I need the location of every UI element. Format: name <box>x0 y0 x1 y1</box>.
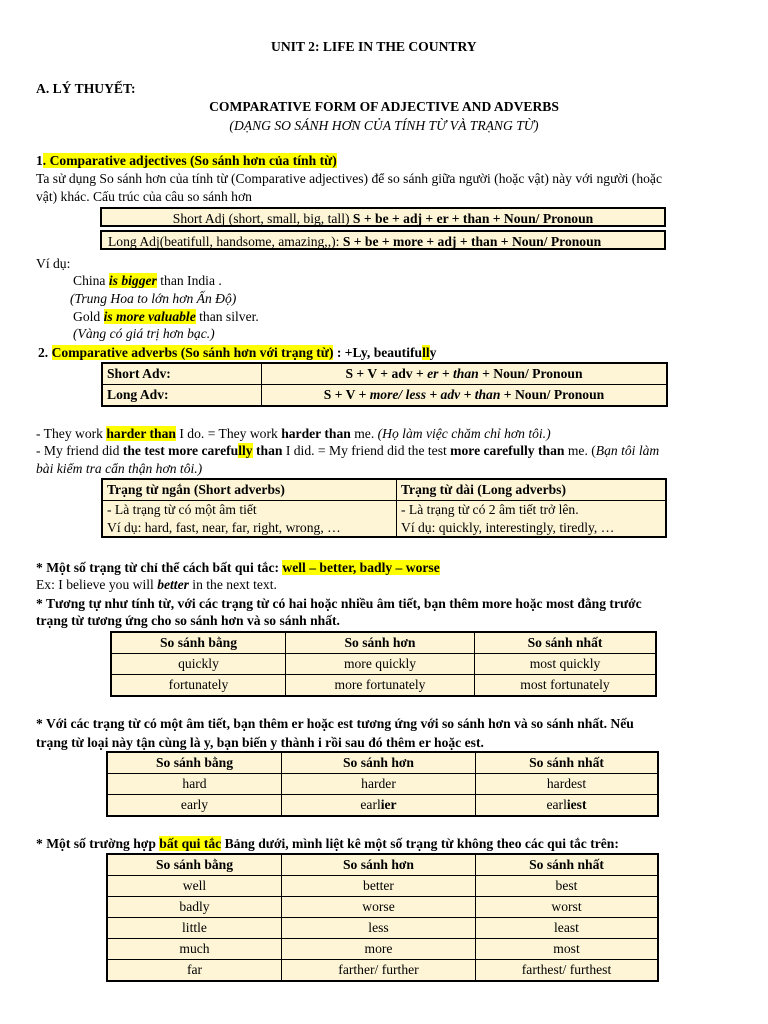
adverb-types-row-example <box>102 519 666 538</box>
irregular-adverbs-example <box>36 576 277 594</box>
adverb-example-1-d: me. <box>350 426 378 441</box>
table-cell: most quickly <box>475 654 657 675</box>
table-cell: worst <box>476 897 659 918</box>
adverb-example-2-b: the test more carefu <box>122 443 239 458</box>
long-adverb-formula-b: more/ less + adv + than <box>369 387 501 403</box>
example-label: Ví dụ: <box>36 256 71 271</box>
irregular-cases-highlight: bất qui tắc <box>159 836 222 851</box>
table-cell: most fortunately <box>475 675 657 697</box>
irregular-adverbs-example-b: better <box>157 577 189 592</box>
irregular-cases-note <box>36 835 619 853</box>
section-2-suffix: : +Ly, beautifu <box>333 345 423 360</box>
cell-stem: earl <box>546 797 567 813</box>
adverb-example-2-d: I did. = My friend did the test <box>282 443 451 458</box>
one-syllable-note-line2: trạng từ loại này tận cùng là y, bạn biến y thành i rồi sau đó thêm er hoặc est. <box>36 735 484 750</box>
section-1-title: . Comparative adjectives (So sánh hơn của tính từ) <box>42 153 337 168</box>
header-superlative: So sánh nhất <box>476 854 659 876</box>
table-cell: early <box>107 795 282 817</box>
long-adverb-formula <box>262 385 668 407</box>
example-1-end: than India . <box>156 273 222 288</box>
table-row <box>107 960 658 982</box>
header-comparative: So sánh hơn <box>282 752 476 774</box>
adverb-types-header <box>102 479 666 501</box>
section-2-suffix-highlight: ll <box>422 345 430 360</box>
long-adj-formula-box <box>100 230 666 250</box>
adverb-example-1 <box>36 425 551 443</box>
short-adverb-formula <box>262 363 668 385</box>
table-row <box>107 795 658 817</box>
table-row <box>111 675 656 697</box>
table-row <box>107 897 658 918</box>
short-adverb-row <box>102 363 667 385</box>
adverb-formula-table <box>101 362 668 407</box>
section-1-number: 1 <box>36 153 43 168</box>
long-adverb-formula-a: S + V + <box>323 387 370 403</box>
irregular-adverbs-example-a: Ex: I believe you will <box>36 577 158 592</box>
section-2-number: 2. <box>38 345 52 360</box>
long-adverb-formula-c: + Noun/ Pronoun <box>500 387 605 403</box>
example-1-translation: (Trung Hoa to lớn hơn Ấn Độ) <box>70 291 237 306</box>
unit-title: UNIT 2: LIFE IN THE COUNTRY <box>271 39 477 54</box>
header-superlative: So sánh nhất <box>476 752 659 774</box>
table-cell: fortunately <box>111 675 286 697</box>
adverb-example-1-highlight: harder than <box>106 426 176 441</box>
table-cell: little <box>107 918 282 939</box>
short-adverbs-example: Ví dụ: hard, fast, near, far, right, wrong, … <box>102 519 397 538</box>
multi-syllable-note-line2: trạng từ tương ứng cho so sánh hơn và so sánh nhất. <box>36 613 340 628</box>
adverb-example-1-a: - They work <box>36 426 107 441</box>
section-1-heading <box>36 152 337 170</box>
table-cell: hard <box>107 774 282 795</box>
comparison-table-more-most <box>110 631 657 697</box>
cell-stem: earl <box>360 797 381 813</box>
adverb-example-2-f: me. ( <box>564 443 596 458</box>
table-cell: better <box>282 876 476 897</box>
section-1-intro-line2: vật) khác. Cấu trúc của câu so sánh hơn <box>36 189 252 204</box>
adverb-types-table <box>101 478 667 538</box>
multi-syllable-note-line1: * Tương tự như tính từ, với các trạng từ có hai hoặc nhiều âm tiết, bạn thêm more hoặc most đằng trước <box>36 596 642 611</box>
table-cell: farther/ further <box>282 960 476 982</box>
short-adverbs-definition: - Là trạng từ có một âm tiết <box>102 501 397 519</box>
irregular-adverbs-note <box>36 559 440 577</box>
table-row <box>107 939 658 960</box>
example-2-translation: (Vàng có giá trị hơn bạc.) <box>73 326 215 341</box>
table-cell: more fortunately <box>286 675 475 697</box>
table-cell: well <box>107 876 282 897</box>
adverb-example-1-b: I do. = They work <box>175 426 282 441</box>
long-adverb-label: Long Adv: <box>102 385 262 407</box>
table-cell: best <box>476 876 659 897</box>
section-2-title: Comparative adverbs (So sánh hơn với trạng từ) <box>51 345 334 360</box>
table-row <box>111 654 656 675</box>
irregular-cases-note-b: Bảng dưới, mình liệt kê một số trạng từ không theo các qui tắc trên: <box>221 836 619 851</box>
table-row <box>107 774 658 795</box>
header-comparative: So sánh hơn <box>286 632 475 654</box>
adverb-example-2-highlight: lly <box>238 443 253 458</box>
table-cell: farthest/ furthest <box>476 960 659 982</box>
cell-suffix: ier <box>380 797 397 813</box>
header-equal: So sánh bằng <box>111 632 286 654</box>
table-cell: badly <box>107 897 282 918</box>
example-1-start: China <box>73 273 109 288</box>
adverb-example-2-a: - My friend did <box>36 443 123 458</box>
section-a-heading: A. LÝ THUYẾT: <box>36 81 136 96</box>
section-2-suffix-end: y <box>429 345 437 360</box>
comparison-table-er-est <box>106 751 659 817</box>
cell-suffix: iest <box>566 797 587 813</box>
table-cell: worse <box>282 897 476 918</box>
table-cell: harder <box>282 774 476 795</box>
main-subtitle: (DẠNG SO SÁNH HƠN CỦA TÍNH TỪ VÀ TRẠNG TỪ) <box>229 118 539 133</box>
table-cell: quickly <box>111 654 286 675</box>
short-adj-formula-box <box>100 207 666 227</box>
adverb-types-row-definition <box>102 501 666 519</box>
adverb-example-1-c: harder than <box>281 426 351 441</box>
table-cell: much <box>107 939 282 960</box>
comparison-table-more-most-header <box>111 632 656 654</box>
table-row <box>107 918 658 939</box>
short-adj-label: Short Adj (short, small, big, tall) <box>172 211 353 226</box>
section-1-intro-line1: Ta sử dụng So sánh hơn của tính từ (Comparative adjectives) để so sánh giữa người (hoặc vật) này với người (hoặc <box>36 171 662 186</box>
adverb-example-2-translation-1: Bạn tôi làm <box>595 443 660 458</box>
table-cell: hardest <box>476 774 659 795</box>
table-row <box>107 876 658 897</box>
comparison-table-er-est-header <box>107 752 658 774</box>
example-2 <box>73 308 259 326</box>
short-adverb-formula-b: er + than <box>427 366 479 382</box>
table-cell: more quickly <box>286 654 475 675</box>
example-2-highlight: is more valuable <box>103 309 196 324</box>
short-adverb-formula-c: + Noun/ Pronoun <box>478 366 583 382</box>
adverb-example-1-translation: (Họ làm việc chăm chỉ hơn tôi.) <box>377 426 551 441</box>
header-superlative: So sánh nhất <box>475 632 657 654</box>
short-adverb-formula-a: S + V + adv + <box>345 366 428 382</box>
main-title: COMPARATIVE FORM OF ADJECTIVE AND ADVERBS <box>209 99 559 114</box>
comparison-table-irregular <box>106 853 659 982</box>
example-2-start: Gold <box>73 309 104 324</box>
long-adverbs-example: Ví dụ: quickly, interestingly, tiredly, … <box>397 519 667 538</box>
header-equal: So sánh bằng <box>107 752 282 774</box>
example-1-highlight: is bigger <box>108 273 157 288</box>
example-1 <box>73 272 222 290</box>
table-cell: most <box>476 939 659 960</box>
table-cell <box>282 795 476 817</box>
short-adj-formula: S + be + adj + er + than + Noun/ Pronoun <box>352 211 594 226</box>
comparison-table-irregular-header <box>107 854 658 876</box>
header-comparative: So sánh hơn <box>282 854 476 876</box>
example-2-end: than silver. <box>195 309 259 324</box>
irregular-adverbs-highlight: well – better, badly – worse <box>282 560 440 575</box>
irregular-adverbs-note-text: * Một số trạng từ chỉ thể cách bất qui tắc: <box>36 560 283 575</box>
adverb-example-2-e: more carefully than <box>450 443 565 458</box>
table-cell <box>476 795 659 817</box>
table-cell: less <box>282 918 476 939</box>
short-adverbs-header: Trạng từ ngắn (Short adverbs) <box>102 479 397 501</box>
irregular-adverbs-example-c: in the next text. <box>188 577 277 592</box>
adverb-example-2-translation-2: bài kiểm tra cẩn thận hơn tôi.) <box>36 461 203 476</box>
table-cell: more <box>282 939 476 960</box>
table-cell: least <box>476 918 659 939</box>
adverb-example-2-c: than <box>252 443 283 458</box>
adverb-example-2 <box>36 442 659 460</box>
long-adverbs-definition: - Là trạng từ có 2 âm tiết trở lên. <box>397 501 667 519</box>
long-adj-label: Long Adj(beatifull, handsome, amazing,,): <box>108 234 343 249</box>
short-adverb-label: Short Adv: <box>102 363 262 385</box>
long-adverb-row <box>102 385 667 407</box>
long-adverbs-header: Trạng từ dài (Long adverbs) <box>397 479 667 501</box>
table-cell: far <box>107 960 282 982</box>
irregular-cases-note-a: * Một số trường hợp <box>36 836 160 851</box>
long-adj-formula: S + be + more + adj + than + Noun/ Pronoun <box>342 234 602 249</box>
one-syllable-note-line1: * Với các trạng từ có một âm tiết, bạn thêm er hoặc est tương ứng với so sánh hơn và so sánh nhất. Nếu <box>36 716 634 731</box>
section-2-heading <box>38 344 436 362</box>
header-equal: So sánh bằng <box>107 854 282 876</box>
